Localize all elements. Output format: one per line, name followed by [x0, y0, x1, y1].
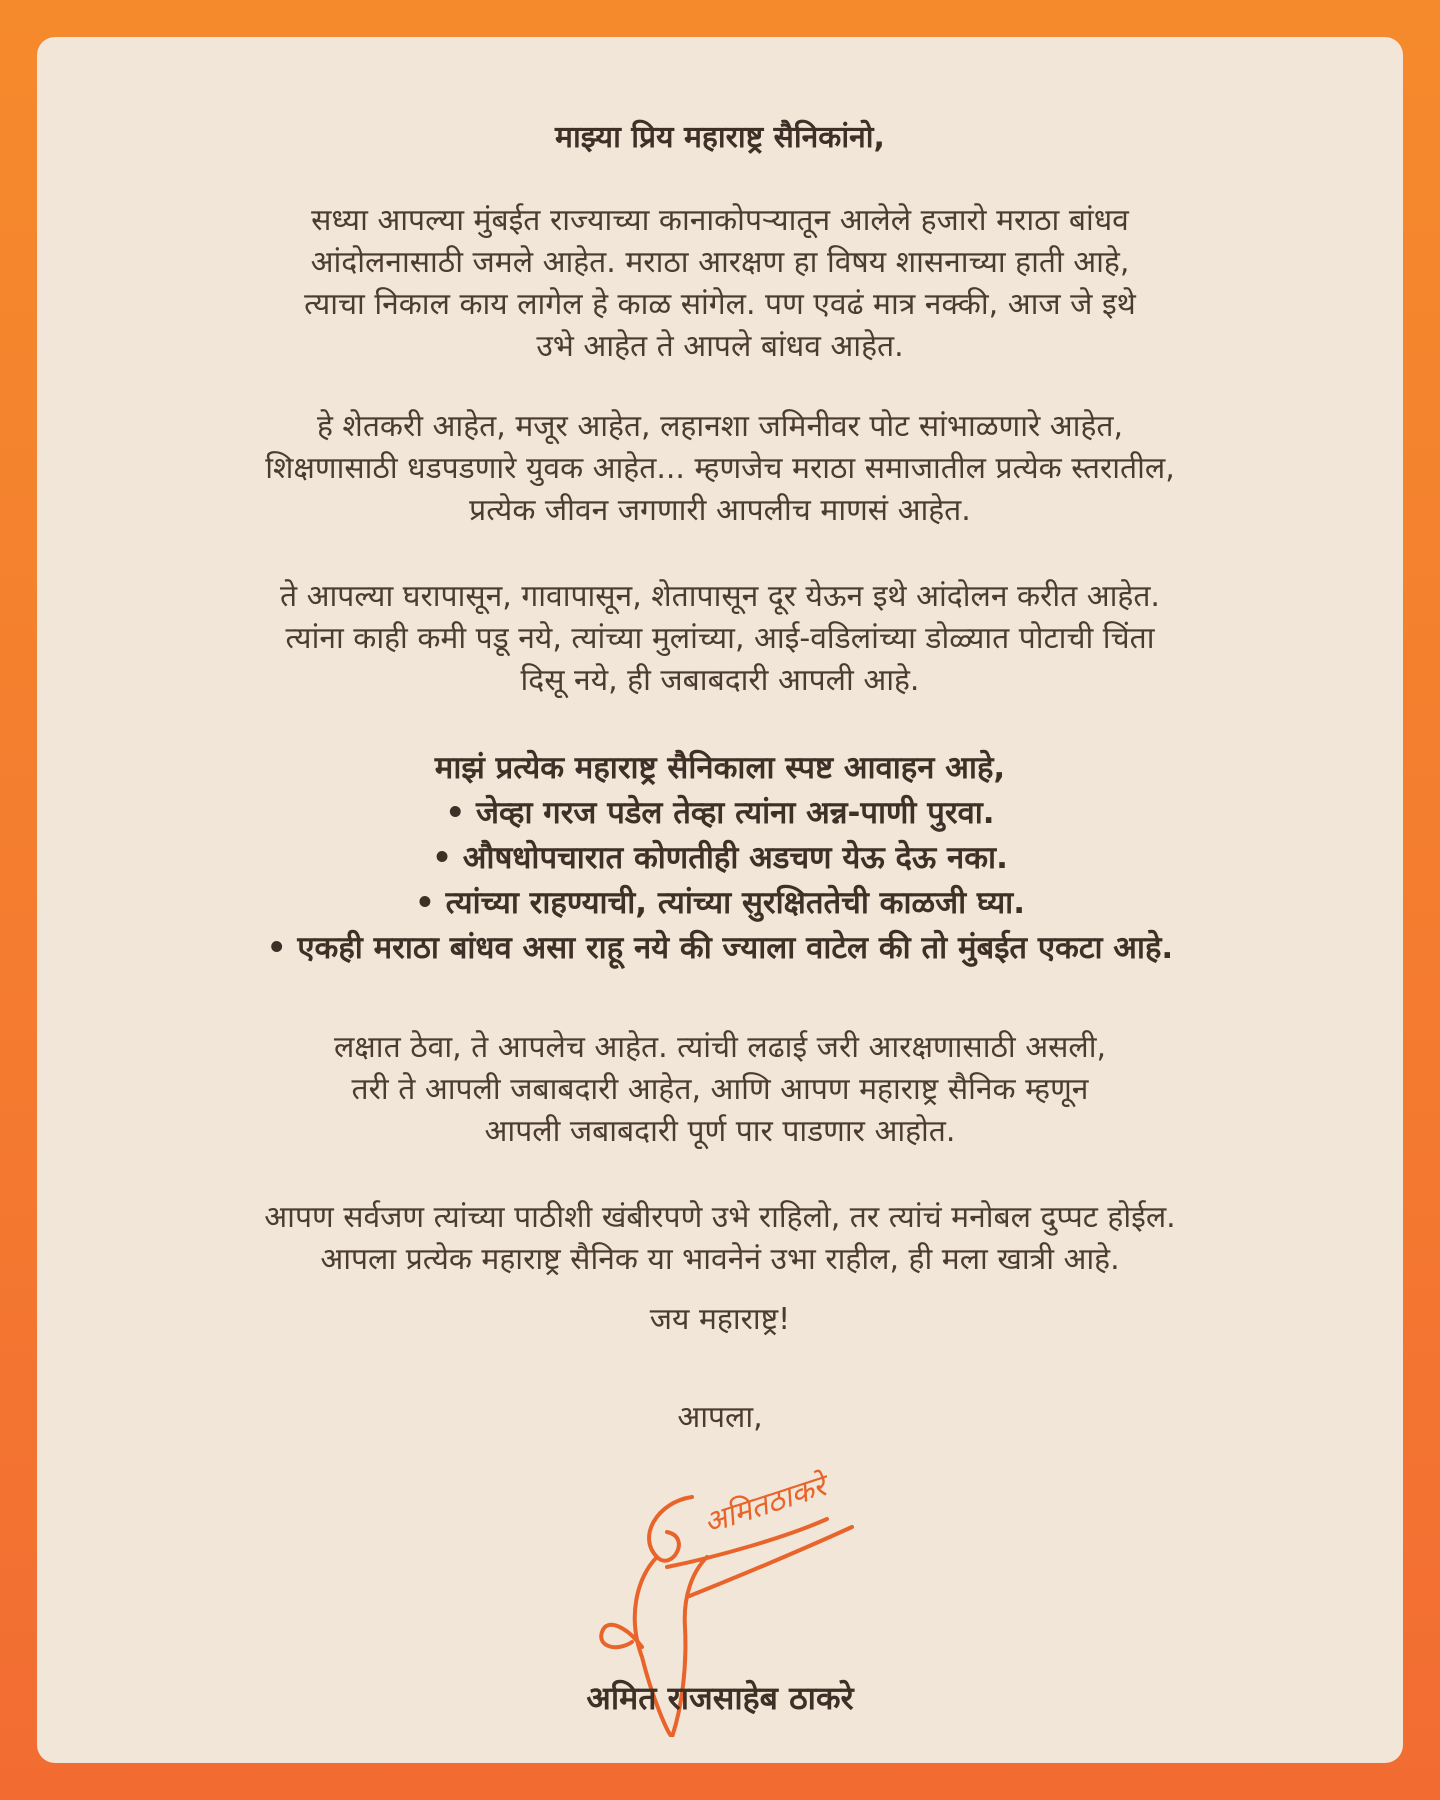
text-line: सध्या आपल्या मुंबईत राज्याच्या कानाकोपऱ्यातून आलेले हजारो मराठा बांधव: [311, 203, 1129, 238]
text-line: त्याचा निकाल काय लागेल हे काळ सांगेल. पण एवढं मात्र नक्की, आज जे इथे: [304, 287, 1136, 322]
paragraph-5: [37, 1197, 1403, 1281]
signature-text: अमितठाकरे: [699, 1468, 831, 1542]
text-line: आपला प्रत्येक महाराष्ट्र सैनिक या भावनेनं उभा राहील, ही मला खात्री आहे.: [320, 1242, 1120, 1277]
text-line: उभे आहेत ते आपले बांधव आहेत.: [536, 329, 904, 364]
text-line: शिक्षणासाठी धडपडणारे युवक आहेत... म्हणजेच मराठा समाजातील प्रत्येक स्तरातील,: [265, 451, 1175, 486]
text-line: आंदोलनासाठी जमले आहेत. मराठा आरक्षण हा विषय शासनाच्या हाती आहे,: [310, 245, 1130, 280]
paragraph-1: [37, 200, 1403, 368]
salutation: माझ्या प्रिय महाराष्ट्र सैनिकांनो,: [555, 120, 885, 155]
closing: जय महाराष्ट्र!: [649, 1302, 791, 1337]
sign-off: आपला,: [677, 1400, 763, 1435]
appeal-bullet: • त्यांच्या राहण्याची, त्यांच्या सुरक्षिततेची काळजी घ्या.: [415, 885, 1025, 921]
signatory-name: अमित राजसाहेब ठाकरे: [586, 1679, 854, 1717]
appeal-bullet: • एकही मराठा बांधव असा राहू नये की ज्याला वाटेल की तो मुंबईत एकटा आहे.: [266, 930, 1174, 966]
text-line: आपण सर्वजण त्यांच्या पाठीशी खंबीरपणे उभे राहिलो, तर त्यांचं मनोबल दुप्पट होईल.: [264, 1200, 1176, 1235]
text-line: ते आपल्या घरापासून, गावापासून, शेतापासून दूर येऊन इथे आंदोलन करीत आहेत.: [280, 579, 1160, 614]
text-line: त्यांना काही कमी पडू नये, त्यांच्या मुलांच्या, आई-वडिलांच्या डोळ्यात पोटाची चिंता: [285, 621, 1155, 656]
text-line: तरी ते आपली जबाबदारी आहेत, आणि आपण महाराष्ट्र सैनिक म्हणून: [351, 1072, 1089, 1107]
text-line: आपली जबाबदारी पूर्ण पार पाडणार आहोत.: [484, 1114, 956, 1149]
letter-card: [37, 37, 1403, 1763]
text-line: हे शेतकरी आहेत, मजूर आहेत, लहानशा जमिनीवर पोट सांभाळणारे आहेत,: [316, 409, 1124, 444]
text-line: लक्षात ठेवा, ते आपलेच आहेत. त्यांची लढाई जरी आरक्षणासाठी असली,: [333, 1030, 1107, 1065]
appeal-bullet: • जेव्हा गरज पडेल तेव्हा त्यांना अन्न-पाणी पुरवा.: [445, 795, 995, 831]
text-line: प्रत्येक जीवन जगणारी आपलीच माणसं आहेत.: [469, 493, 971, 528]
appeal-block: [37, 746, 1403, 971]
paragraph-4: [37, 1027, 1403, 1153]
appeal-bullet: • औषधोपचारात कोणतीही अडचण येऊ देऊ नका.: [432, 840, 1008, 876]
appeal-heading: माझं प्रत्येक महाराष्ट्र सैनिकाला स्पष्ट आवाहन आहे,: [434, 750, 1006, 786]
text-line: दिसू नये, ही जबाबदारी आपली आहे.: [520, 663, 920, 698]
paragraph-3: [37, 576, 1403, 702]
paragraph-2: [37, 406, 1403, 532]
